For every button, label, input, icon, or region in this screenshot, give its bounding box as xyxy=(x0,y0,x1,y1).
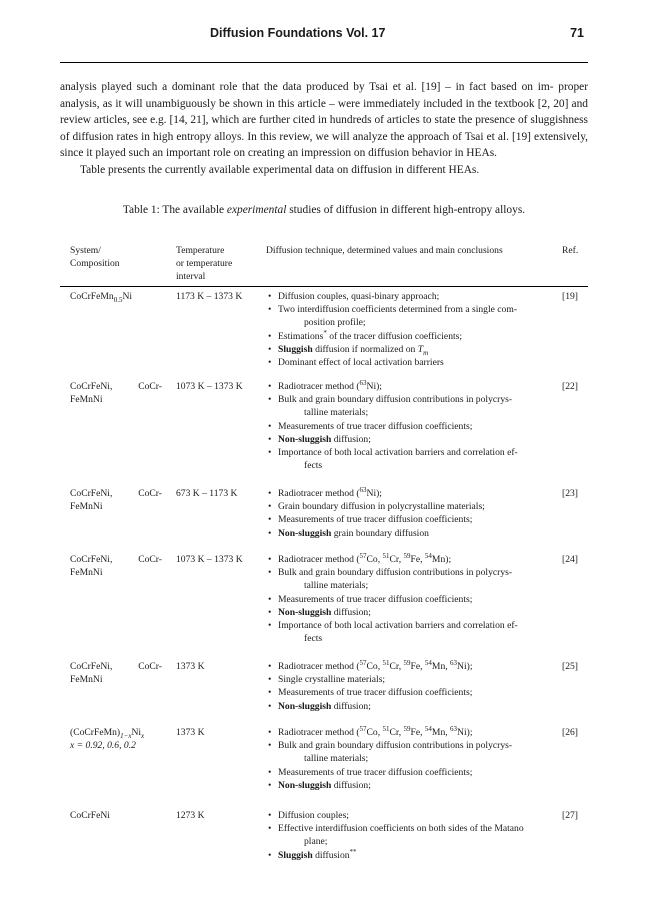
item-text: Importance of both local activation barriers and correlation ef- xyxy=(278,620,518,632)
item-superscript: ** xyxy=(349,847,357,856)
system-text: FeMnNi xyxy=(70,567,103,579)
list-item xyxy=(266,566,548,592)
row-ref: [25] xyxy=(562,661,578,672)
item-text: Ni); xyxy=(366,381,382,392)
item-text: diffusion; xyxy=(331,779,371,791)
header-text: Temperature xyxy=(176,245,225,256)
system-text: FeMnNi xyxy=(70,501,103,513)
item-text: Bulk and grain boundary diffusion contributions in polycrys- xyxy=(278,740,513,752)
header-system xyxy=(70,244,162,270)
item-text: diffusion; xyxy=(331,700,371,712)
item-text: Grain boundary diffusion in polycrystalline materials; xyxy=(278,501,485,513)
list-item xyxy=(266,553,548,566)
row-system xyxy=(70,726,162,752)
item-continuation: fects xyxy=(304,633,323,645)
list-item xyxy=(266,686,548,699)
list-item xyxy=(266,500,548,513)
item-superscript: 57 xyxy=(359,658,367,667)
list-item xyxy=(266,593,548,606)
item-bold: Non-sluggish xyxy=(278,433,332,445)
item-superscript: 63 xyxy=(359,485,367,494)
item-superscript: 63 xyxy=(450,724,458,733)
system-text: CoCrFeNi, xyxy=(70,381,113,392)
item-text: Effective interdiffusion coefficients on both sides of the Matano xyxy=(278,823,524,835)
header-technique: Diffusion technique, determined values and main conclusions xyxy=(266,245,503,256)
running-header xyxy=(60,26,588,48)
list-item xyxy=(266,700,548,713)
item-text: Ni); xyxy=(457,727,473,738)
item-text: Diffusion couples, quasi-binary approach; xyxy=(278,291,440,302)
table-caption xyxy=(60,204,588,216)
item-text: diffusion if normalized on xyxy=(312,343,418,355)
row-temperature: 1373 K xyxy=(176,661,205,672)
system-text: CoCrFeNi, xyxy=(70,661,113,672)
item-text: of the tracer diffusion coefficients; xyxy=(326,330,463,342)
body-paragraph xyxy=(60,79,588,179)
row-ref: [26] xyxy=(562,727,578,738)
list-item xyxy=(266,673,548,686)
item-text: Fe, xyxy=(410,661,425,672)
row-description xyxy=(266,487,548,540)
row-description xyxy=(266,290,548,369)
header-text: interval xyxy=(176,271,206,283)
row-ref: [23] xyxy=(562,488,578,499)
row-system xyxy=(70,553,162,579)
paragraph-1 xyxy=(60,79,588,162)
list-item xyxy=(266,487,548,500)
system-text: FeMnNi xyxy=(70,674,103,686)
list-item xyxy=(266,420,548,433)
item-superscript: 51 xyxy=(382,551,390,560)
item-continuation: fects xyxy=(304,460,323,472)
item-bold: Non-sluggish xyxy=(278,700,332,712)
item-text: Measurements of true tracer diffusion coefficients; xyxy=(278,420,473,432)
text-line: to state the presence of sluggishness of diffusion rates in high entropy alloys. In this review, we will xyxy=(60,114,588,143)
header-text: Composition xyxy=(70,258,120,270)
header-text: System/ xyxy=(70,245,101,256)
caption-suffix: studies of diffusion in different high-entropy alloys. xyxy=(286,204,526,216)
list-item xyxy=(266,380,548,393)
list-item xyxy=(266,433,548,446)
list-item xyxy=(266,849,548,862)
header-rule xyxy=(60,62,588,63)
system-text: CoCr- xyxy=(138,661,162,672)
item-text: Measurements of true tracer diffusion coefficients; xyxy=(278,514,473,526)
row-description xyxy=(266,380,548,472)
item-superscript: 51 xyxy=(382,724,390,733)
row-ref: [24] xyxy=(562,554,578,565)
row-description xyxy=(266,660,548,713)
item-superscript: * xyxy=(323,328,327,337)
row-temperature: 1273 K xyxy=(176,810,205,821)
item-bold: Sluggish xyxy=(278,343,313,355)
list-item xyxy=(266,809,548,822)
item-text: Two interdiffusion coefficients determined from a single com- xyxy=(278,304,518,316)
list-item xyxy=(266,779,548,792)
list-item xyxy=(266,303,548,329)
item-text: diffusion; xyxy=(331,433,371,445)
list-item xyxy=(266,330,548,343)
table-header xyxy=(60,236,588,286)
item-text: Mn, xyxy=(431,661,451,672)
item-text: grain boundary diffusion xyxy=(331,527,429,539)
item-text: Diffusion couples; xyxy=(278,810,349,821)
page-number: 71 xyxy=(570,26,584,40)
item-continuation: talline materials; xyxy=(304,580,369,592)
list-item xyxy=(266,290,548,303)
item-superscript: 57 xyxy=(359,551,367,560)
list-item xyxy=(266,446,548,472)
row-system xyxy=(70,487,162,513)
item-text: Dominant effect of local activation barriers xyxy=(278,357,444,369)
row-system xyxy=(70,380,162,406)
item-bold: Non-sluggish xyxy=(278,606,332,618)
item-text: Fe, xyxy=(410,554,425,565)
item-superscript: 57 xyxy=(359,724,367,733)
paragraph-2: Table presents the currently available experimental data on diffusion in different HEAs. xyxy=(80,163,480,176)
row-temperature: 1373 K xyxy=(176,727,205,738)
table-rule xyxy=(60,286,588,287)
system-text: CoCr- xyxy=(138,381,162,392)
item-text: Radiotracer method ( xyxy=(278,661,360,672)
item-text: Estimations xyxy=(278,330,324,342)
item-bold: Sluggish xyxy=(278,849,313,861)
item-math-subscript: m xyxy=(423,348,429,357)
row-system xyxy=(70,290,162,303)
item-text: Co, xyxy=(366,661,383,672)
item-text: diffusion; xyxy=(331,606,371,618)
caption-emphasis: experimental xyxy=(226,204,287,216)
item-text: Measurements of true tracer diffusion coefficients; xyxy=(278,766,473,778)
row-temperature: 1073 K – 1373 K xyxy=(176,554,243,565)
system-composition: x = 0.92, 0.6, 0.2 xyxy=(70,740,136,752)
caption-prefix: Table 1: The available xyxy=(122,204,227,216)
list-item xyxy=(266,660,548,673)
system-text: FeMnNi xyxy=(70,394,103,406)
list-item xyxy=(266,606,548,619)
item-superscript: 51 xyxy=(382,658,390,667)
list-item xyxy=(266,822,548,848)
item-continuation: position profile; xyxy=(304,317,366,329)
list-item xyxy=(266,343,548,356)
item-text: Radiotracer method ( xyxy=(278,381,360,392)
item-superscript: 59 xyxy=(403,551,411,560)
item-superscript: 59 xyxy=(403,724,411,733)
row-ref: [27] xyxy=(562,810,578,821)
item-text: Co, xyxy=(366,554,383,565)
item-text: Radiotracer method ( xyxy=(278,554,360,565)
system-text: CoCrFeNi, xyxy=(70,554,113,565)
item-text: Measurements of true tracer diffusion coefficients; xyxy=(278,593,473,605)
row-system xyxy=(70,660,162,686)
item-text: Cr, xyxy=(389,554,404,565)
item-continuation: talline materials; xyxy=(304,753,369,765)
item-text: Ni); xyxy=(457,661,473,672)
row-system: CoCrFeNi xyxy=(70,810,110,821)
item-continuation: plane; xyxy=(304,836,328,848)
system-subscript: x xyxy=(141,731,145,740)
item-superscript: 54 xyxy=(424,658,432,667)
item-text: Single crystalline materials; xyxy=(278,674,386,686)
item-text: Mn, xyxy=(431,727,451,738)
header-ref: Ref. xyxy=(562,245,579,256)
system-subscript: 0.5 xyxy=(113,295,123,304)
item-text: Cr, xyxy=(389,661,404,672)
row-description xyxy=(266,553,548,645)
item-text: Bulk and grain boundary diffusion contributions in polycrys- xyxy=(278,567,513,579)
row-description xyxy=(266,726,548,792)
item-text: Importance of both local activation barriers and correlation ef- xyxy=(278,447,518,459)
item-text: Ni); xyxy=(366,488,382,499)
row-description xyxy=(266,809,548,862)
item-superscript: 59 xyxy=(403,658,411,667)
item-math: T xyxy=(417,343,424,355)
list-item xyxy=(266,726,548,739)
item-bold: Non-sluggish xyxy=(278,527,332,539)
system-text: CoCrFeNi, xyxy=(70,488,113,499)
system-text: Ni xyxy=(131,727,142,738)
text-line: analysis played such a dominant role that the data produced by Tsai et al. [19] – in fact based on im- xyxy=(60,81,554,93)
item-text: diffusion xyxy=(312,849,350,861)
journal-title: Diffusion Foundations Vol. 17 xyxy=(210,26,386,40)
text-line: textbook [2, 20] and review articles, see e.g. [14, 21], which are further cited in hundreds of articles xyxy=(60,97,588,127)
row-temperature: 1073 K – 1373 K xyxy=(176,381,243,392)
system-text: Ni xyxy=(122,291,133,302)
item-superscript: 54 xyxy=(424,724,432,733)
row-ref: [19] xyxy=(562,291,578,302)
text-line: analyze the approach of Tsai et al. [19] extensively, since it played such an important role on creating xyxy=(60,130,589,160)
row-ref: [22] xyxy=(562,381,578,392)
item-superscript: 54 xyxy=(424,551,432,560)
item-text: Co, xyxy=(366,727,383,738)
item-superscript: 63 xyxy=(359,378,367,387)
header-temperature xyxy=(176,244,266,284)
item-continuation: talline materials; xyxy=(304,407,369,419)
system-text: CoCr- xyxy=(138,554,162,565)
list-item xyxy=(266,393,548,419)
item-text: Bulk and grain boundary diffusion contributions in polycrys- xyxy=(278,394,513,406)
header-text: or temperature xyxy=(176,258,233,270)
list-item xyxy=(266,766,548,779)
row-temperature: 673 K – 1173 K xyxy=(176,488,238,499)
item-bold: Non-sluggish xyxy=(278,779,332,791)
text-line: an impression on diffusion behavior in HEAs. xyxy=(287,147,497,160)
item-text: Radiotracer method ( xyxy=(278,488,360,499)
item-text: Measurements of true tracer diffusion coefficients; xyxy=(278,687,473,699)
list-item xyxy=(266,356,548,369)
item-text: Cr, xyxy=(389,727,404,738)
item-superscript: 63 xyxy=(450,658,458,667)
list-item xyxy=(266,513,548,526)
list-item xyxy=(266,527,548,540)
item-text: Fe, xyxy=(410,727,425,738)
system-subscript: 1−x xyxy=(120,731,132,740)
system-text: (CoCrFeMn) xyxy=(70,727,121,738)
system-text: CoCr- xyxy=(138,488,162,499)
list-item xyxy=(266,739,548,765)
row-temperature: 1173 K – 1373 K xyxy=(176,291,243,302)
diffusion-studies-table xyxy=(60,236,588,861)
list-item xyxy=(266,619,548,645)
item-text: Radiotracer method ( xyxy=(278,727,360,738)
text-line: proper analysis, as it will unambiguously be shown in this article – were immediately included in the xyxy=(60,81,588,110)
system-text: CoCrFeMn xyxy=(70,291,114,302)
item-text: Mn); xyxy=(431,554,452,565)
